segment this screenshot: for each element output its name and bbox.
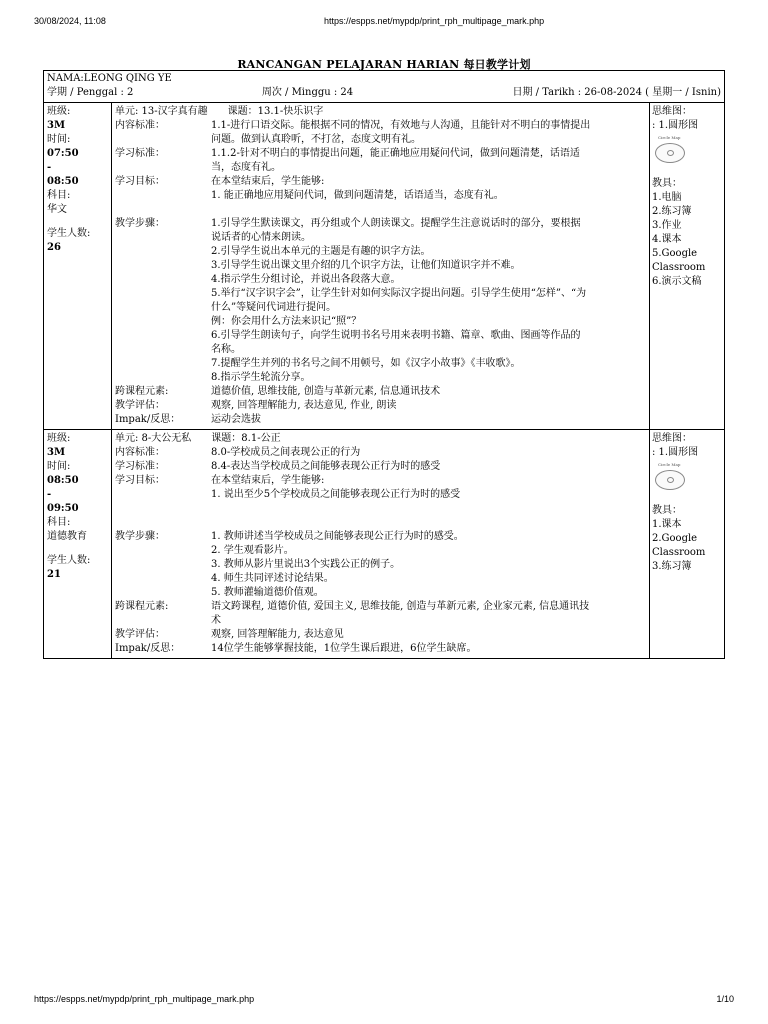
detail-line: 运动会选拔 (211, 414, 261, 425)
subject-value: 华文 (47, 204, 67, 215)
detail-line: 6.引导学生朗读句子，向学生说明书名号用来表明书籍、篇章、歌曲、图画等作品的 (211, 330, 581, 341)
detail-line (211, 203, 646, 217)
detail-value (211, 446, 646, 460)
detail-line: 7.提醒学生并列的书名号之间不用顿号，如《汉字小故事》《丰收歌》。 (211, 358, 521, 369)
detail-line: 语文跨课程, 道德价值, 爱国主义, 思维技能, 创造与革新元素, 企业家元素, 信息通讯技 (211, 601, 590, 612)
detail-line: 观察, 回答理解能力, 表达意见 (211, 629, 344, 640)
teacher-name: NAMA:LEONG QING YE (47, 73, 172, 84)
lesson-aids (650, 103, 724, 429)
lesson-info (44, 430, 112, 658)
tool-item: 6.演示文稿 (652, 276, 702, 287)
tool-item: 1.课本 (652, 519, 682, 530)
lesson-aids (650, 430, 724, 658)
detail-line: 问题。做到认真聆听，不打岔，态度文明有礼。 (211, 134, 421, 145)
print-footer (34, 994, 734, 1004)
detail-line: 当，态度有礼。 (211, 162, 281, 173)
lesson-block (44, 430, 724, 658)
lesson-info (44, 103, 112, 429)
time-start: 07:50 (47, 148, 79, 159)
circle-map-caption: Circle Map (658, 135, 681, 140)
detail-label: 内容标准： (115, 120, 165, 131)
detail-label: 教学步骤： (115, 218, 165, 229)
time-start: 08:50 (47, 475, 79, 486)
tool-item: 2.Google (652, 533, 698, 544)
detail-line: 在本堂结束后，学生能够: (211, 475, 325, 486)
detail-label: 学习标准： (115, 461, 165, 472)
lesson-plan-sheet (43, 70, 725, 659)
details-grid (115, 119, 646, 427)
detail-value (211, 175, 646, 217)
detail-value (211, 217, 646, 385)
unit-topic: 单元: 13-汉字真有趣 课题：13.1-快乐识字 (115, 106, 324, 117)
detail-line: 什么”等疑问代词进行提问。 (211, 302, 337, 313)
details-grid (115, 446, 646, 656)
detail-value (211, 413, 646, 427)
detail-value (211, 474, 646, 530)
class-label: 班级: (47, 433, 71, 444)
detail-line: 5. 教师灌输道德价值观。 (211, 587, 324, 598)
mindmap-value: : 1.圆形图 (652, 120, 699, 131)
detail-label: 学习目标： (115, 475, 165, 486)
unit-topic: 单元: 8-大公无私 课题：8.1-公正 (115, 433, 281, 444)
class-value: 3M (47, 120, 66, 131)
tool-item: Classroom (652, 547, 706, 558)
tool-item: 1.电脑 (652, 192, 682, 203)
detail-value (211, 530, 646, 600)
circle-map-icon (655, 143, 685, 163)
detail-label: 学习目标： (115, 176, 165, 187)
time-end: 08:50 (47, 176, 79, 187)
detail-line: 术 (211, 615, 221, 626)
detail-line: 1.引导学生默读课文，再分组或个人朗读课文。提醒学生注意说话时的部分，要根据 (211, 218, 581, 229)
circle-map-icon (655, 470, 685, 490)
detail-label: Impak/反思： (115, 643, 181, 654)
mindmap-label: 思维图： (652, 433, 692, 444)
students-label: 学生人数: (47, 555, 91, 566)
detail-line: 1. 教师讲述当学校成员之间能够表现公正行为时的感受。 (211, 531, 464, 542)
detail-value (211, 147, 646, 175)
lesson-details (112, 103, 650, 429)
lesson-details (112, 430, 650, 658)
tool-item: 3.作业 (652, 220, 682, 231)
class-label: 班级: (47, 106, 71, 117)
mindmap-value: : 1.圆形图 (652, 447, 699, 458)
detail-value (211, 628, 646, 642)
detail-line: 3. 教师从影片里说出3个实践公正的例子。 (211, 559, 401, 570)
tool-item: 3.练习簿 (652, 561, 692, 572)
detail-value (211, 600, 646, 628)
detail-line: 1. 能正确地应用疑问代词，做到问题清楚，话语适当，态度有礼。 (211, 190, 504, 201)
print-datetime: 30/08/2024, 11:08 (34, 16, 106, 26)
detail-value (211, 399, 646, 413)
semester: 学期 / Penggal : 2 (47, 87, 134, 98)
week: 周次 / Minggu : 24 (261, 87, 354, 98)
detail-line: 8.0-学校成员之间表现公正的行为 (211, 447, 361, 458)
detail-line: 例：你会用什么方法来识记“照”？ (211, 316, 362, 327)
plan-meta (44, 71, 724, 103)
detail-line: 5.举行“汉字识字会”，让学生针对如何实际汉字提出问题。引导学生使用“怎样”、“为 (211, 288, 587, 299)
print-header (34, 16, 734, 26)
subject-value: 道德教育 (47, 531, 87, 542)
students-label: 学生人数: (47, 228, 91, 239)
detail-value (211, 642, 646, 656)
detail-label: Impak/反思： (115, 414, 181, 425)
detail-label: 学习标准： (115, 148, 165, 159)
time-dash: - (47, 489, 52, 500)
detail-line (211, 516, 646, 530)
detail-line: 2. 学生观看影片。 (211, 545, 294, 556)
tool-item: 4.课本 (652, 234, 682, 245)
detail-label: 内容标准： (115, 447, 165, 458)
lesson-block (44, 103, 724, 430)
tools-label: 教具： (652, 505, 682, 516)
date: 日期 / Tarikh : 26-08-2024 ( 星期一 / Isnin) (512, 87, 721, 98)
spacer (47, 544, 108, 554)
tool-item: Classroom (652, 262, 706, 273)
tool-item: 2.练习簿 (652, 206, 692, 217)
detail-label: 教学评估： (115, 400, 165, 411)
time-dash: - (47, 162, 52, 173)
detail-value (211, 385, 646, 399)
circle-map-caption: Circle Map (658, 462, 681, 467)
page-title: RANCANGAN PELAJARAN HARIAN 每日教学计划 (237, 58, 531, 71)
detail-label: 教学评估： (115, 629, 165, 640)
detail-line: 1. 说出至少5个学校成员之间能够表现公正行为时的感受 (211, 489, 461, 500)
detail-value (211, 460, 646, 474)
tools-label: 教具： (652, 178, 682, 189)
detail-label: 跨课程元素: (115, 601, 169, 612)
detail-line: 4. 师生共同评述讨论结果。 (211, 573, 334, 584)
mindmap-label: 思维图： (652, 106, 692, 117)
detail-value (211, 119, 646, 147)
detail-line: 8.指示学生轮流分享。 (211, 372, 311, 383)
detail-line: 名称。 (211, 344, 241, 355)
detail-label: 跨课程元素: (115, 386, 169, 397)
detail-line: 说话者的心情来朗读。 (211, 232, 311, 243)
print-url-top: https://espps.net/mypdp/print_rph_multipage_mark.php (324, 16, 545, 26)
students-value: 26 (47, 242, 61, 253)
print-page-number: 1/10 (716, 994, 734, 1004)
class-value: 3M (47, 447, 66, 458)
print-url-bottom: https://espps.net/mypdp/print_rph_multipage_mark.php (34, 994, 255, 1004)
detail-line: 1.1-进行口语交际。能根据不同的情况，有效地与人沟通，且能针对不明白的事情提出 (211, 120, 591, 131)
students-value: 21 (47, 569, 61, 580)
time-label: 时间: (47, 461, 71, 472)
subject-label: 科目: (47, 517, 71, 528)
detail-line: 14位学生能够掌握技能，1位学生课后跟进，6位学生缺席。 (211, 643, 477, 654)
time-end: 09:50 (47, 503, 79, 514)
detail-line: 道德价值, 思维技能, 创造与革新元素, 信息通讯技术 (211, 386, 441, 397)
detail-line: 观察, 回答理解能力, 表达意见, 作业, 朗读 (211, 400, 397, 411)
detail-line: 4.指示学生分组讨论，并说出各段落大意。 (211, 274, 401, 285)
spacer (47, 217, 108, 227)
detail-line: 8.4-表达当学校成员之间能够表现公正行为时的感受 (211, 461, 441, 472)
lessons (44, 103, 724, 658)
detail-label: 教学步骤： (115, 531, 165, 542)
detail-line (211, 502, 646, 516)
subject-label: 科目: (47, 190, 71, 201)
detail-line: 2.引导学生说出本单元的主题是有趣的识字方法。 (211, 246, 431, 257)
detail-line: 1.1.2-针对不明白的事情提出问题，能正确地应用疑问代词，做到问题清楚，话语适 (211, 148, 580, 159)
time-label: 时间: (47, 134, 71, 145)
detail-line: 在本堂结束后，学生能够: (211, 176, 325, 187)
detail-line: 3.引导学生说出课文里介绍的几个识字方法，让他们知道识字并不难。 (211, 260, 521, 271)
meta-row (47, 86, 721, 100)
tool-item: 5.Google (652, 248, 698, 259)
